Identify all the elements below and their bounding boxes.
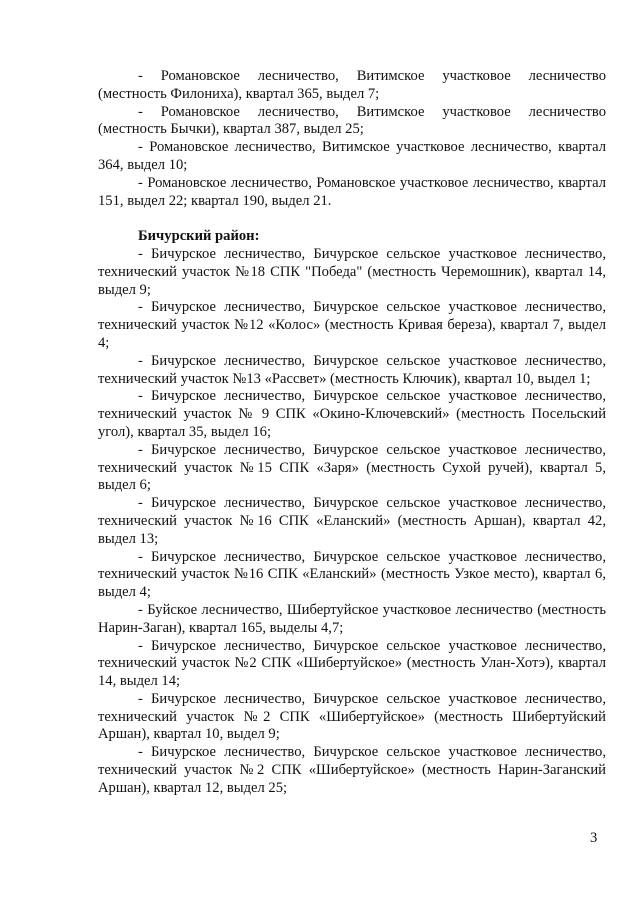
- list-item: - Романовское лесничество, Витимское участковое лесничество, квартал 364, выдел 10;: [98, 139, 606, 173]
- list-item: - Бичурское лесничество, Бичурское сельское участковое лесничество, технический участок №12 «Колос» (местность Кривая береза), квартал 7, выдел 4;: [98, 299, 606, 351]
- list-item: - Романовское лесничество, Романовское участковое лесничество, квартал 151, выдел 22; квартал 190, выдел 21.: [98, 174, 606, 209]
- list-item: - Романовское лесничество, Витимское участковое лесничество (местность Филониха), квартал 365, выдел 7;: [98, 68, 606, 102]
- list-item: - Бичурское лесничество, Бичурское сельское участковое лесничество, технический участок № 9 СПК «Окино-Ключевский» (местность Посельский угол), квартал 35, выдел 16;: [98, 388, 606, 440]
- list-item: - Бичурское лесничество, Бичурское сельское участковое лесничество, технический участок №16 СПК «Еланский» (местность Аршан), квартал 42, выдел 13;: [98, 495, 606, 547]
- page-number: 3: [590, 830, 598, 846]
- list-item: - Бичурское лесничество, Бичурское сельское участковое лесничество, технический участок №15 СПК «Заря» (местность Сухой ручей), квартал 5, выдел 6;: [98, 441, 606, 494]
- section-heading: Бичурский район:: [138, 228, 260, 245]
- list-item: - Бичурское лесничество, Бичурское сельское участковое лесничество, технический участок №16 СПК «Еланский» (местность Узкое место), квартал 6, выдел 4;: [98, 548, 606, 601]
- list-item: - Бичурское лесничество, Бичурское сельское участковое лесничество, технический участок №13 «Рассвет» (местность Ключик), квартал 10, выдел 1;: [98, 352, 606, 387]
- list-item: - Бичурское лесничество, Бичурское сельское участковое лесничество, технический участок №18 СПК "Победа" (местность Черемошник), квартал 14, выдел 9;: [98, 245, 606, 298]
- section-spacer: [98, 210, 606, 228]
- list-item: - Бичурское лесничество, Бичурское сельское участковое лесничество, технический участок №2 СПК «Шибертуйское» (местность Нарин-Заганский Аршан), квартал 12, выдел 25;: [98, 744, 606, 796]
- document-body: [98, 68, 606, 798]
- list-item: - Бичурское лесничество, Бичурское сельское участковое лесничество, технический участок №2 СПК «Шибертуйское» (местность Шибертуйский Аршан), квартал 10, выдел 9;: [98, 690, 606, 743]
- list-item: - Романовское лесничество, Витимское участковое лесничество (местность Бычки), квартал 387, выдел 25;: [98, 103, 606, 138]
- list-item: - Бичурское лесничество, Бичурское сельское участковое лесничество, технический участок №2 СПК «Шибертуйское» (местность Улан-Хотэ), квартал 14, выдел 14;: [98, 637, 606, 690]
- list-item: - Буйское лесничество, Шибертуйское участковое лесничество (местность Нарин-Заган), квартал 165, выделы 4,7;: [98, 601, 606, 636]
